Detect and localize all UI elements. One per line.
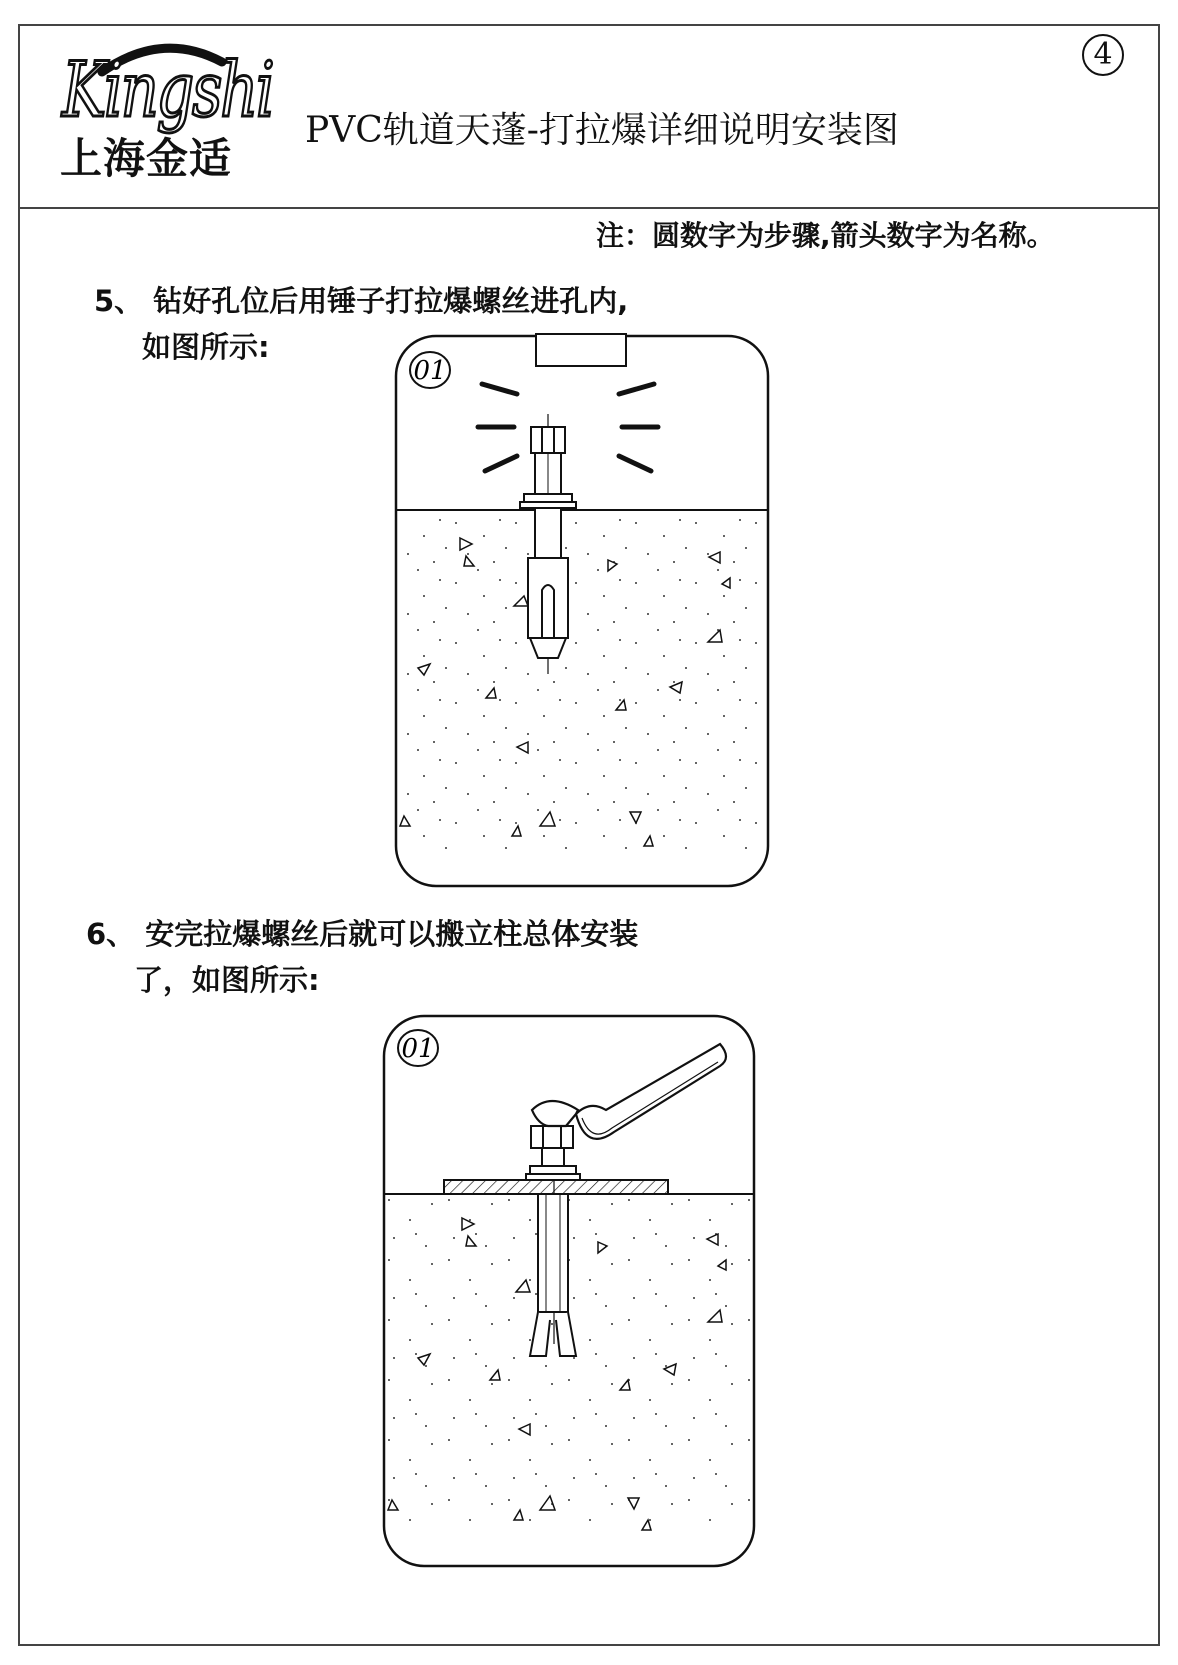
figure-step-6-wrench-tighten [380,1014,760,1570]
figure-label: 01 [401,1034,435,1064]
hammer-head [536,334,626,366]
step-6-line1: 安完拉爆螺丝后就可以搬立柱总体安装 [145,917,639,951]
page-title: PVC轨道天蓬-打拉爆详细说明安装图 [305,110,899,151]
page-number-badge: 4 [1082,34,1124,76]
logo-brand-text: Kingshi [62,45,273,134]
step-6-line2: 了，如图所示: [134,963,320,997]
legend-note: 注：圆数字为步骤,箭头数字为名称。 [596,219,1055,252]
figure-label-badge [410,352,450,388]
figure-label-badge [398,1030,438,1066]
step-5-number: 5、 [94,284,144,318]
logo-company-name: 上海金适 [60,134,233,183]
figure-step-5-hammer-anchor [390,334,770,890]
step-6-number: 6、 [86,917,136,951]
step-5-line1: 钻好孔位后用锤子打拉爆螺丝进孔内, [153,284,629,318]
step-6-instruction [86,911,638,1003]
header-divider [18,207,1160,209]
concrete-texture [397,510,767,850]
figure-label: 01 [413,356,447,386]
post-base-plate [444,1180,668,1194]
step-5-line2: 如图所示: [142,330,270,364]
